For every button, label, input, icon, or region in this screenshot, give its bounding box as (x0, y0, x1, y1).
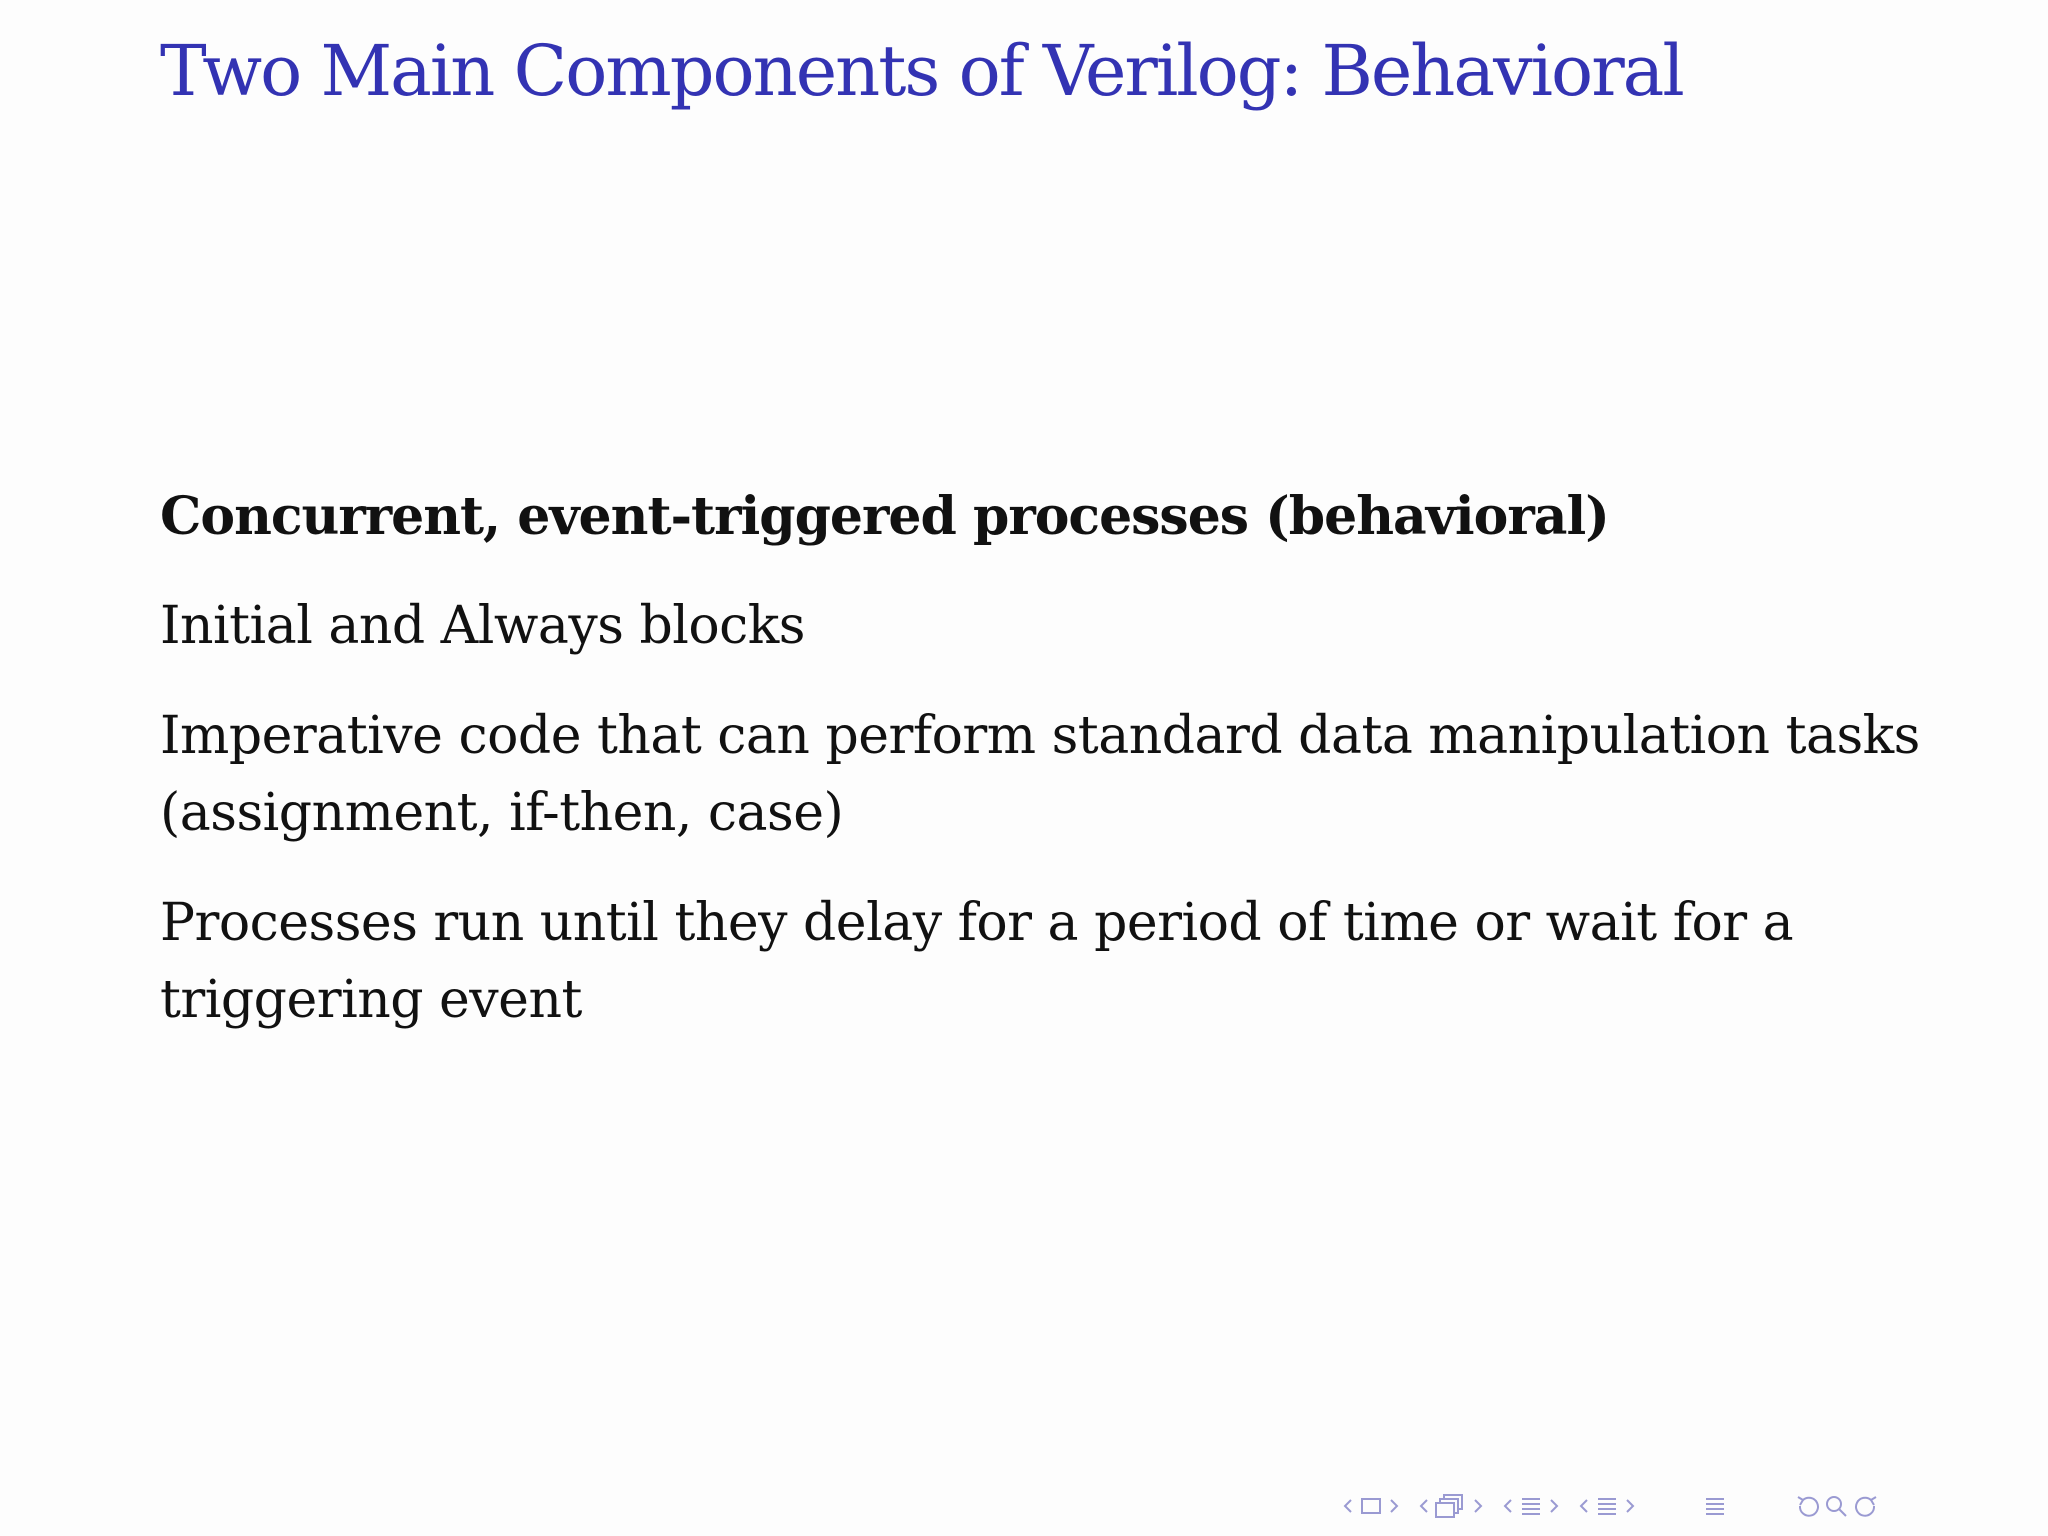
prev-frame-icon[interactable] (1340, 1495, 1356, 1517)
forward-icon[interactable] (1852, 1493, 1882, 1519)
slide-body (160, 478, 1920, 1072)
paragraph-imperative-code: Imperative code that can perform standard data manipulation tasks (assignment, if-then, case) (160, 706, 1920, 843)
next-outline-icon[interactable] (1622, 1495, 1638, 1517)
search-icon[interactable] (1822, 1493, 1852, 1519)
paragraph-concurrent-processes: Concurrent, event-triggered processes (behavioral) (160, 486, 1609, 547)
prev-subsection-icon[interactable] (1416, 1495, 1432, 1517)
prev-section-icon[interactable] (1500, 1495, 1516, 1517)
appendix-icon[interactable] (1700, 1493, 1730, 1519)
subsection-icon[interactable] (1432, 1491, 1470, 1521)
back-icon[interactable] (1792, 1493, 1822, 1519)
slide-title: Two Main Components of Verilog: Behavioral (160, 30, 1683, 112)
next-frame-icon[interactable] (1386, 1495, 1402, 1517)
outline-icon[interactable] (1592, 1493, 1622, 1519)
next-subsection-icon[interactable] (1470, 1495, 1486, 1517)
section-icon[interactable] (1516, 1493, 1546, 1519)
paragraph-initial-always: Initial and Always blocks (160, 596, 805, 656)
prev-outline-icon[interactable] (1576, 1495, 1592, 1517)
next-section-icon[interactable] (1546, 1495, 1562, 1517)
beamer-navigation-bar (1340, 1488, 1896, 1524)
paragraph-processes-run: Processes run until they delay for a period of time or wait for a triggering event (160, 893, 1794, 1030)
frame-icon[interactable] (1356, 1495, 1386, 1517)
